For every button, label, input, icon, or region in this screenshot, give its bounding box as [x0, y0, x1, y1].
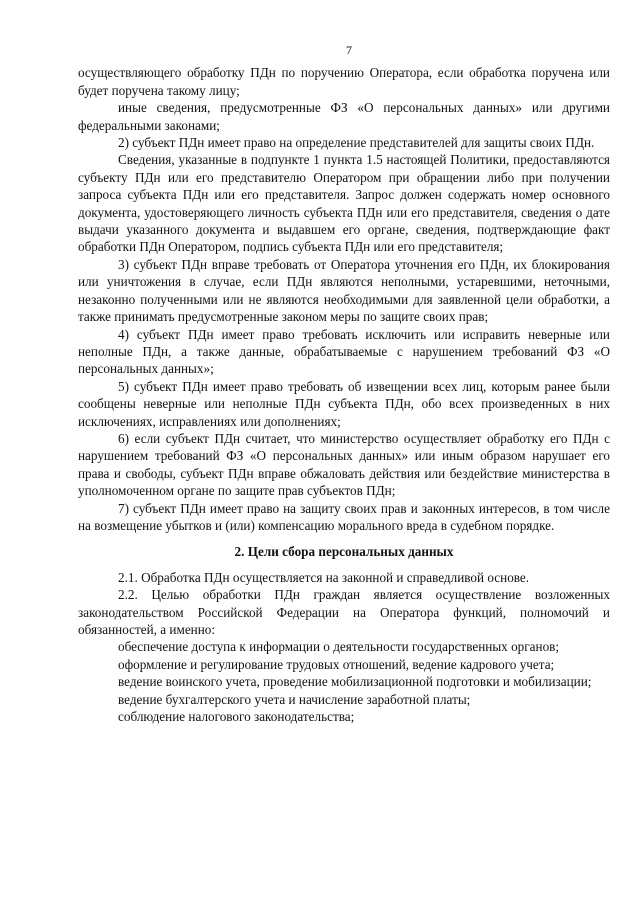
paragraph: 4) субъект ПДн имеет право требовать исключить или исправить неверные или неполные ПДн, а также данные, обрабатываемые с нарушением требований ФЗ «О персональных данных»; — [78, 326, 610, 377]
list-item: соблюдение налогового законодательства; — [118, 709, 355, 725]
list-item: ведение воинского учета, проведение мобилизационной подготовки и мобилизации; — [118, 674, 592, 690]
paragraph: 7) субъект ПДн имеет право на защиту своих прав и законных интересов, в том числе на возмещение убытков и (или) компенсацию морального вреда в судебном порядке. — [78, 500, 610, 533]
page-number: 7 — [346, 43, 352, 57]
list-item: оформление и регулирование трудовых отношений, ведение кадрового учета; — [118, 656, 555, 672]
paragraph: 3) субъект ПДн вправе требовать от Оператора уточнения его ПДн, их блокирования или уничтожения в случае, если ПДн являются неполными, устаревшими, неточными, незаконно полученными или не являются необходимыми для заявленной цели обработки, а также принимать предусмотренные законом меры по защите своих прав; — [78, 256, 610, 325]
list-item: ведение бухгалтерского учета и начисление заработной платы; — [118, 691, 471, 707]
list-item: обеспечение доступа к информации о деятельности государственных органов; — [118, 639, 560, 655]
section-heading: 2. Цели сбора персональных данных — [234, 544, 454, 560]
paragraph: осуществляющего обработку ПДн по поручению Оператора, если обработка поручена или будет поручена такому лицу; — [78, 65, 610, 98]
paragraph: иные сведения, предусмотренные ФЗ «О персональных данных» или другими федеральными законами; — [78, 100, 610, 133]
paragraph: 6) если субъект ПДн считает, что министерство осуществляет обработку его ПДн с нарушением требований ФЗ «О персональных данных» или иным образом нарушает его права и свободы, субъект ПДн вправе обжаловать действия или бездействие министерства в уполномоченном органе по защите прав субъектов ПДн; — [78, 430, 610, 499]
paragraph: 2) субъект ПДн имеет право на определение представителей для защиты своих ПДн. — [118, 135, 595, 151]
paragraph: 5) субъект ПДн имеет право требовать об извещении всех лиц, которым ранее были сообщены неверные или неполные ПДн субъекта ПДн, обо всех произведенных в них исключениях, исправлениях или дополнениях; — [78, 378, 610, 429]
paragraph: 2.2. Целью обработки ПДн граждан является осуществление возложенных законодательством Российской Федерации на Оператора функций, полномочий и обязанностей, а именно: — [78, 587, 610, 637]
paragraph: Сведения, указанные в подпункте 1 пункта 1.5 настоящей Политики, предоставляются субъекту ПДн или его представителю Оператором при обращении либо при получении запроса субъекта ПДн или его представителя. Запрос должен содержать номер основного документа, удостоверяющего личность субъекта ПДн или его представителя, сведения о дате выдачи указанного документа и выдавшем его органе, сведения, подтверждающие факт обработки ПДн Оператором, подпись субъекта ПДн или его представителя; — [78, 152, 610, 255]
paragraph: 2.1. Обработка ПДн осуществляется на законной и справедливой основе. — [118, 569, 530, 585]
